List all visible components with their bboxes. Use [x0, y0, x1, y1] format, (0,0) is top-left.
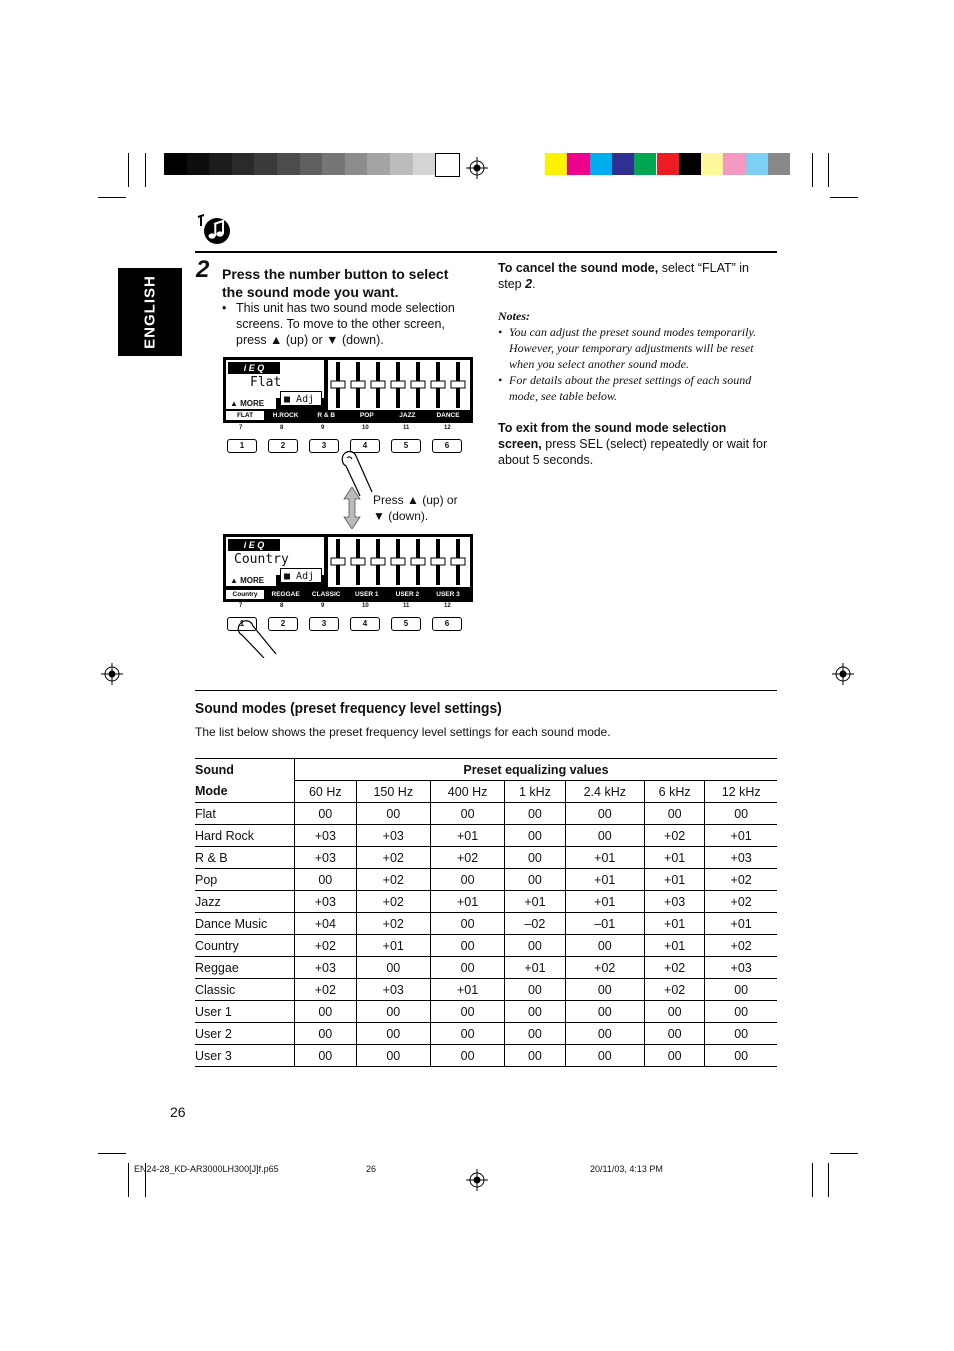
value-cell: 00: [430, 1001, 504, 1023]
value-cell: +02: [645, 825, 705, 847]
adj-label: ■ Adj: [280, 391, 322, 406]
value-cell: 00: [505, 825, 565, 847]
value-cell: +03: [705, 957, 777, 979]
table-row: [195, 957, 777, 979]
value-cell: 00: [430, 957, 504, 979]
value-cell: 00: [356, 957, 430, 979]
mode-cell: User 3: [195, 1045, 295, 1067]
preset-number: 12: [444, 425, 451, 431]
table-row: [195, 891, 777, 913]
value-cell: 00: [430, 803, 504, 825]
mode-tab: DANCE: [429, 411, 467, 420]
table-row: [195, 869, 777, 891]
color-swatch: [746, 153, 768, 175]
table-row: [195, 1045, 777, 1067]
header-preset: Preset equalizing values: [295, 759, 778, 781]
value-cell: 00: [505, 1045, 565, 1067]
value-cell: 00: [356, 1023, 430, 1045]
column-header: 2.4 kHz: [565, 781, 644, 803]
lcd-display-flat: [223, 357, 473, 423]
value-cell: +02: [645, 979, 705, 1001]
preset-number: 10: [362, 603, 369, 609]
adj-label: ■ Adj: [280, 568, 322, 583]
registration-mark-icon: [466, 1169, 488, 1191]
value-cell: +03: [645, 891, 705, 913]
value-cell: 00: [565, 1001, 644, 1023]
number-button-2[interactable]: 2: [268, 617, 298, 631]
value-cell: +02: [565, 957, 644, 979]
color-swatch: [232, 153, 255, 175]
section-rule: [195, 251, 777, 253]
value-cell: 00: [705, 1045, 777, 1067]
registration-mark-icon: [101, 663, 123, 685]
preset-number: 8: [280, 603, 284, 609]
value-cell: –01: [565, 913, 644, 935]
more-label: ▲ MORE: [226, 575, 276, 586]
header-mode: Mode: [195, 781, 295, 803]
column-header: 60 Hz: [295, 781, 357, 803]
value-cell: 00: [430, 1023, 504, 1045]
ieq-label: i E Q: [228, 362, 280, 374]
value-cell: +01: [645, 869, 705, 891]
number-button-4[interactable]: 4: [350, 617, 380, 631]
preset-number: 11: [403, 603, 410, 609]
color-swatch: [701, 153, 723, 175]
crop-mark: [98, 1153, 126, 1154]
section-title: Sound modes (preset frequency level settings): [195, 700, 502, 717]
color-swatch: [390, 153, 413, 175]
value-cell: +01: [705, 825, 777, 847]
footer-datetime: 20/11/03, 4:13 PM: [590, 1164, 663, 1174]
value-cell: 00: [295, 1001, 357, 1023]
value-cell: +01: [705, 913, 777, 935]
mode-cell: R & B: [195, 847, 295, 869]
mode-cell: Hard Rock: [195, 825, 295, 847]
value-cell: 00: [430, 913, 504, 935]
value-cell: 00: [645, 1045, 705, 1067]
mode-tab: POP: [348, 411, 386, 420]
color-swatch: [322, 153, 345, 175]
value-cell: +02: [295, 979, 357, 1001]
color-swatch: [723, 153, 745, 175]
mode-tab: REGGAE: [267, 590, 305, 599]
value-cell: 00: [505, 1023, 565, 1045]
value-cell: 00: [565, 935, 644, 957]
value-cell: 00: [295, 869, 357, 891]
number-button-5[interactable]: 5: [391, 617, 421, 631]
value-cell: 00: [430, 935, 504, 957]
value-cell: +01: [565, 847, 644, 869]
value-cell: +02: [705, 891, 777, 913]
footer-file: EN24-28_KD-AR3000LH300[J]f.p65: [134, 1164, 279, 1174]
value-cell: +01: [645, 935, 705, 957]
value-cell: +03: [295, 891, 357, 913]
color-swatch: [164, 153, 187, 175]
notes-title: Notes:: [498, 309, 530, 323]
crop-mark: [830, 1153, 858, 1154]
column-header: 12 kHz: [705, 781, 777, 803]
mode-tabs: [226, 411, 470, 420]
value-cell: +03: [295, 825, 357, 847]
value-cell: 00: [356, 1045, 430, 1067]
value-cell: +03: [356, 979, 430, 1001]
color-swatch: [590, 153, 612, 175]
mode-tabs: [226, 590, 470, 599]
registration-mark-icon: [832, 663, 854, 685]
mode-tab: R & B: [307, 411, 345, 420]
value-cell: +03: [295, 957, 357, 979]
mode-tab: H.ROCK: [267, 411, 305, 420]
table-row: [195, 847, 777, 869]
number-button-1[interactable]: 1: [227, 617, 257, 631]
preset-number: 11: [403, 425, 410, 431]
mode-cell: Dance Music: [195, 913, 295, 935]
header-sound: Sound: [195, 759, 295, 781]
value-cell: 00: [645, 1001, 705, 1023]
value-cell: 00: [565, 1023, 644, 1045]
value-cell: +02: [295, 935, 357, 957]
value-cell: +02: [356, 847, 430, 869]
value-cell: +03: [705, 847, 777, 869]
value-cell: 00: [565, 979, 644, 1001]
value-cell: 00: [430, 1045, 504, 1067]
step-number: 2: [196, 256, 210, 283]
value-cell: +03: [295, 847, 357, 869]
ieq-label: i E Q: [228, 539, 280, 551]
crop-mark: [828, 153, 829, 187]
value-cell: 00: [295, 803, 357, 825]
value-cell: 00: [705, 803, 777, 825]
sound-modes-table: [195, 758, 777, 1067]
mode-label: Flat: [250, 375, 282, 390]
column-header: 6 kHz: [645, 781, 705, 803]
value-cell: +02: [645, 957, 705, 979]
table-row: [195, 913, 777, 935]
bullet-marker: •: [498, 373, 503, 387]
mode-cell: User 2: [195, 1023, 295, 1045]
crop-mark: [812, 1163, 813, 1197]
value-cell: +01: [645, 847, 705, 869]
value-cell: 00: [430, 869, 504, 891]
bullet-marker: •: [222, 301, 227, 315]
mode-cell: Pop: [195, 869, 295, 891]
value-cell: 00: [505, 869, 565, 891]
value-cell: +02: [705, 869, 777, 891]
registration-mark-icon: [466, 157, 488, 179]
mode-tab: USER 3: [429, 590, 467, 599]
value-cell: 00: [565, 803, 644, 825]
number-button-6[interactable]: 6: [432, 439, 462, 453]
number-button-1[interactable]: 1: [227, 439, 257, 453]
value-cell: +02: [430, 847, 504, 869]
mode-cell: Jazz: [195, 891, 295, 913]
value-cell: +01: [565, 869, 644, 891]
preset-number: 7: [239, 603, 243, 609]
value-cell: –02: [505, 913, 565, 935]
number-button-6[interactable]: 6: [432, 617, 462, 631]
section-intro: The list below shows the preset frequency level settings for each sound mode.: [195, 725, 611, 739]
note-1: You can adjust the preset sound modes temporarily. However, your temporary adjustments will be reset when you select another sound mode.: [509, 325, 757, 371]
color-swatch: [612, 153, 634, 175]
color-swatch: [435, 153, 460, 177]
press-label: Press ▲ (up) or ▼ (down).: [373, 493, 458, 523]
crop-mark: [98, 197, 126, 198]
music-note-icon: [196, 212, 232, 246]
value-cell: +03: [356, 825, 430, 847]
value-cell: 00: [505, 979, 565, 1001]
note-2: For details about the preset settings of each sound mode, see table below.: [509, 373, 752, 403]
value-cell: +01: [505, 891, 565, 913]
mode-cell: Flat: [195, 803, 295, 825]
preset-number: 8: [280, 425, 284, 431]
number-button-3[interactable]: 3: [309, 617, 339, 631]
preset-number: 7: [239, 425, 243, 431]
mode-tab: Country: [226, 590, 264, 599]
number-button-4[interactable]: 4: [350, 439, 380, 453]
value-cell: 00: [505, 847, 565, 869]
value-cell: 00: [295, 1023, 357, 1045]
value-cell: +01: [645, 913, 705, 935]
cancel-instruction: To cancel the sound mode, select “FLAT” in step 2.: [498, 261, 749, 291]
step-heading: Press the number button to select the sound mode you want.: [222, 266, 449, 300]
table-row: [195, 979, 777, 1001]
crop-mark: [128, 1163, 129, 1197]
color-swatch: [277, 153, 300, 175]
mode-cell: Country: [195, 935, 295, 957]
language-tab: ENGLISH: [118, 268, 182, 356]
table-row: [195, 1001, 777, 1023]
color-swatch: [634, 153, 656, 175]
crop-mark: [128, 153, 129, 187]
crop-mark: [830, 197, 858, 198]
preset-number: 12: [444, 603, 451, 609]
color-swatch: [187, 153, 210, 175]
step-bullet: This unit has two sound mode selection screens. To move to the other screen, press ▲ (up) or ▼ (down).: [236, 301, 455, 347]
eq-sliders: [328, 360, 470, 410]
lcd-display-country: [223, 534, 473, 602]
table-row: [195, 825, 777, 847]
color-swatch: [768, 153, 790, 175]
color-swatch: [345, 153, 368, 175]
table-row: [195, 935, 777, 957]
value-cell: 00: [565, 1045, 644, 1067]
color-swatch: [413, 153, 436, 175]
footer-page: 26: [366, 1164, 377, 1174]
page-number: 26: [170, 1104, 186, 1120]
value-cell: 00: [705, 1001, 777, 1023]
table-row: [195, 803, 777, 825]
number-button-3[interactable]: 3: [309, 439, 339, 453]
mode-tab: USER 2: [388, 590, 426, 599]
value-cell: +01: [565, 891, 644, 913]
color-swatch: [300, 153, 323, 175]
mode-cell: User 1: [195, 1001, 295, 1023]
crop-mark: [812, 153, 813, 187]
value-cell: 00: [645, 1023, 705, 1045]
value-cell: +01: [430, 825, 504, 847]
value-cell: 00: [565, 825, 644, 847]
number-button-5[interactable]: 5: [391, 439, 421, 453]
column-header: 1 kHz: [505, 781, 565, 803]
color-swatch: [367, 153, 390, 175]
number-button-2[interactable]: 2: [268, 439, 298, 453]
mode-cell: Reggae: [195, 957, 295, 979]
value-cell: 00: [356, 803, 430, 825]
preset-number: 9: [321, 425, 325, 431]
preset-number: 10: [362, 425, 369, 431]
value-cell: +01: [505, 957, 565, 979]
color-swatch: [657, 153, 679, 175]
mode-label: Country: [234, 552, 289, 567]
value-cell: 00: [356, 1001, 430, 1023]
value-cell: +01: [430, 979, 504, 1001]
bullet-marker: •: [498, 325, 503, 339]
table-row: [195, 1023, 777, 1045]
exit-instruction: To exit from the sound mode selection screen, press SEL (select) repeatedly or wait for about 5 seconds.: [498, 421, 768, 467]
section-rule: [195, 690, 777, 691]
value-cell: 00: [505, 1001, 565, 1023]
value-cell: 00: [645, 803, 705, 825]
value-cell: 00: [295, 1045, 357, 1067]
color-swatch: [545, 153, 567, 175]
column-header: 400 Hz: [430, 781, 504, 803]
value-cell: +01: [356, 935, 430, 957]
value-cell: +01: [430, 891, 504, 913]
preset-number: 9: [321, 603, 325, 609]
value-cell: +02: [705, 935, 777, 957]
mode-tab: JAZZ: [388, 411, 426, 420]
mode-tab: USER 1: [348, 590, 386, 599]
finger-icon: [236, 618, 282, 658]
value-cell: +04: [295, 913, 357, 935]
mode-cell: Classic: [195, 979, 295, 1001]
mode-tab: CLASSIC: [307, 590, 345, 599]
value-cell: 00: [705, 979, 777, 1001]
up-down-arrow-icon: [343, 487, 361, 529]
value-cell: 00: [505, 803, 565, 825]
crop-mark: [145, 153, 146, 187]
more-label: ▲ MORE: [226, 398, 276, 409]
value-cell: +02: [356, 869, 430, 891]
color-swatch: [679, 153, 701, 175]
crop-mark: [828, 1163, 829, 1197]
color-swatch: [254, 153, 277, 175]
value-cell: +02: [356, 913, 430, 935]
eq-sliders: [328, 537, 470, 587]
column-header: 150 Hz: [356, 781, 430, 803]
value-cell: 00: [705, 1023, 777, 1045]
value-cell: +02: [356, 891, 430, 913]
color-swatch: [567, 153, 589, 175]
value-cell: 00: [505, 935, 565, 957]
mode-tab: FLAT: [226, 411, 264, 420]
color-swatch: [209, 153, 232, 175]
